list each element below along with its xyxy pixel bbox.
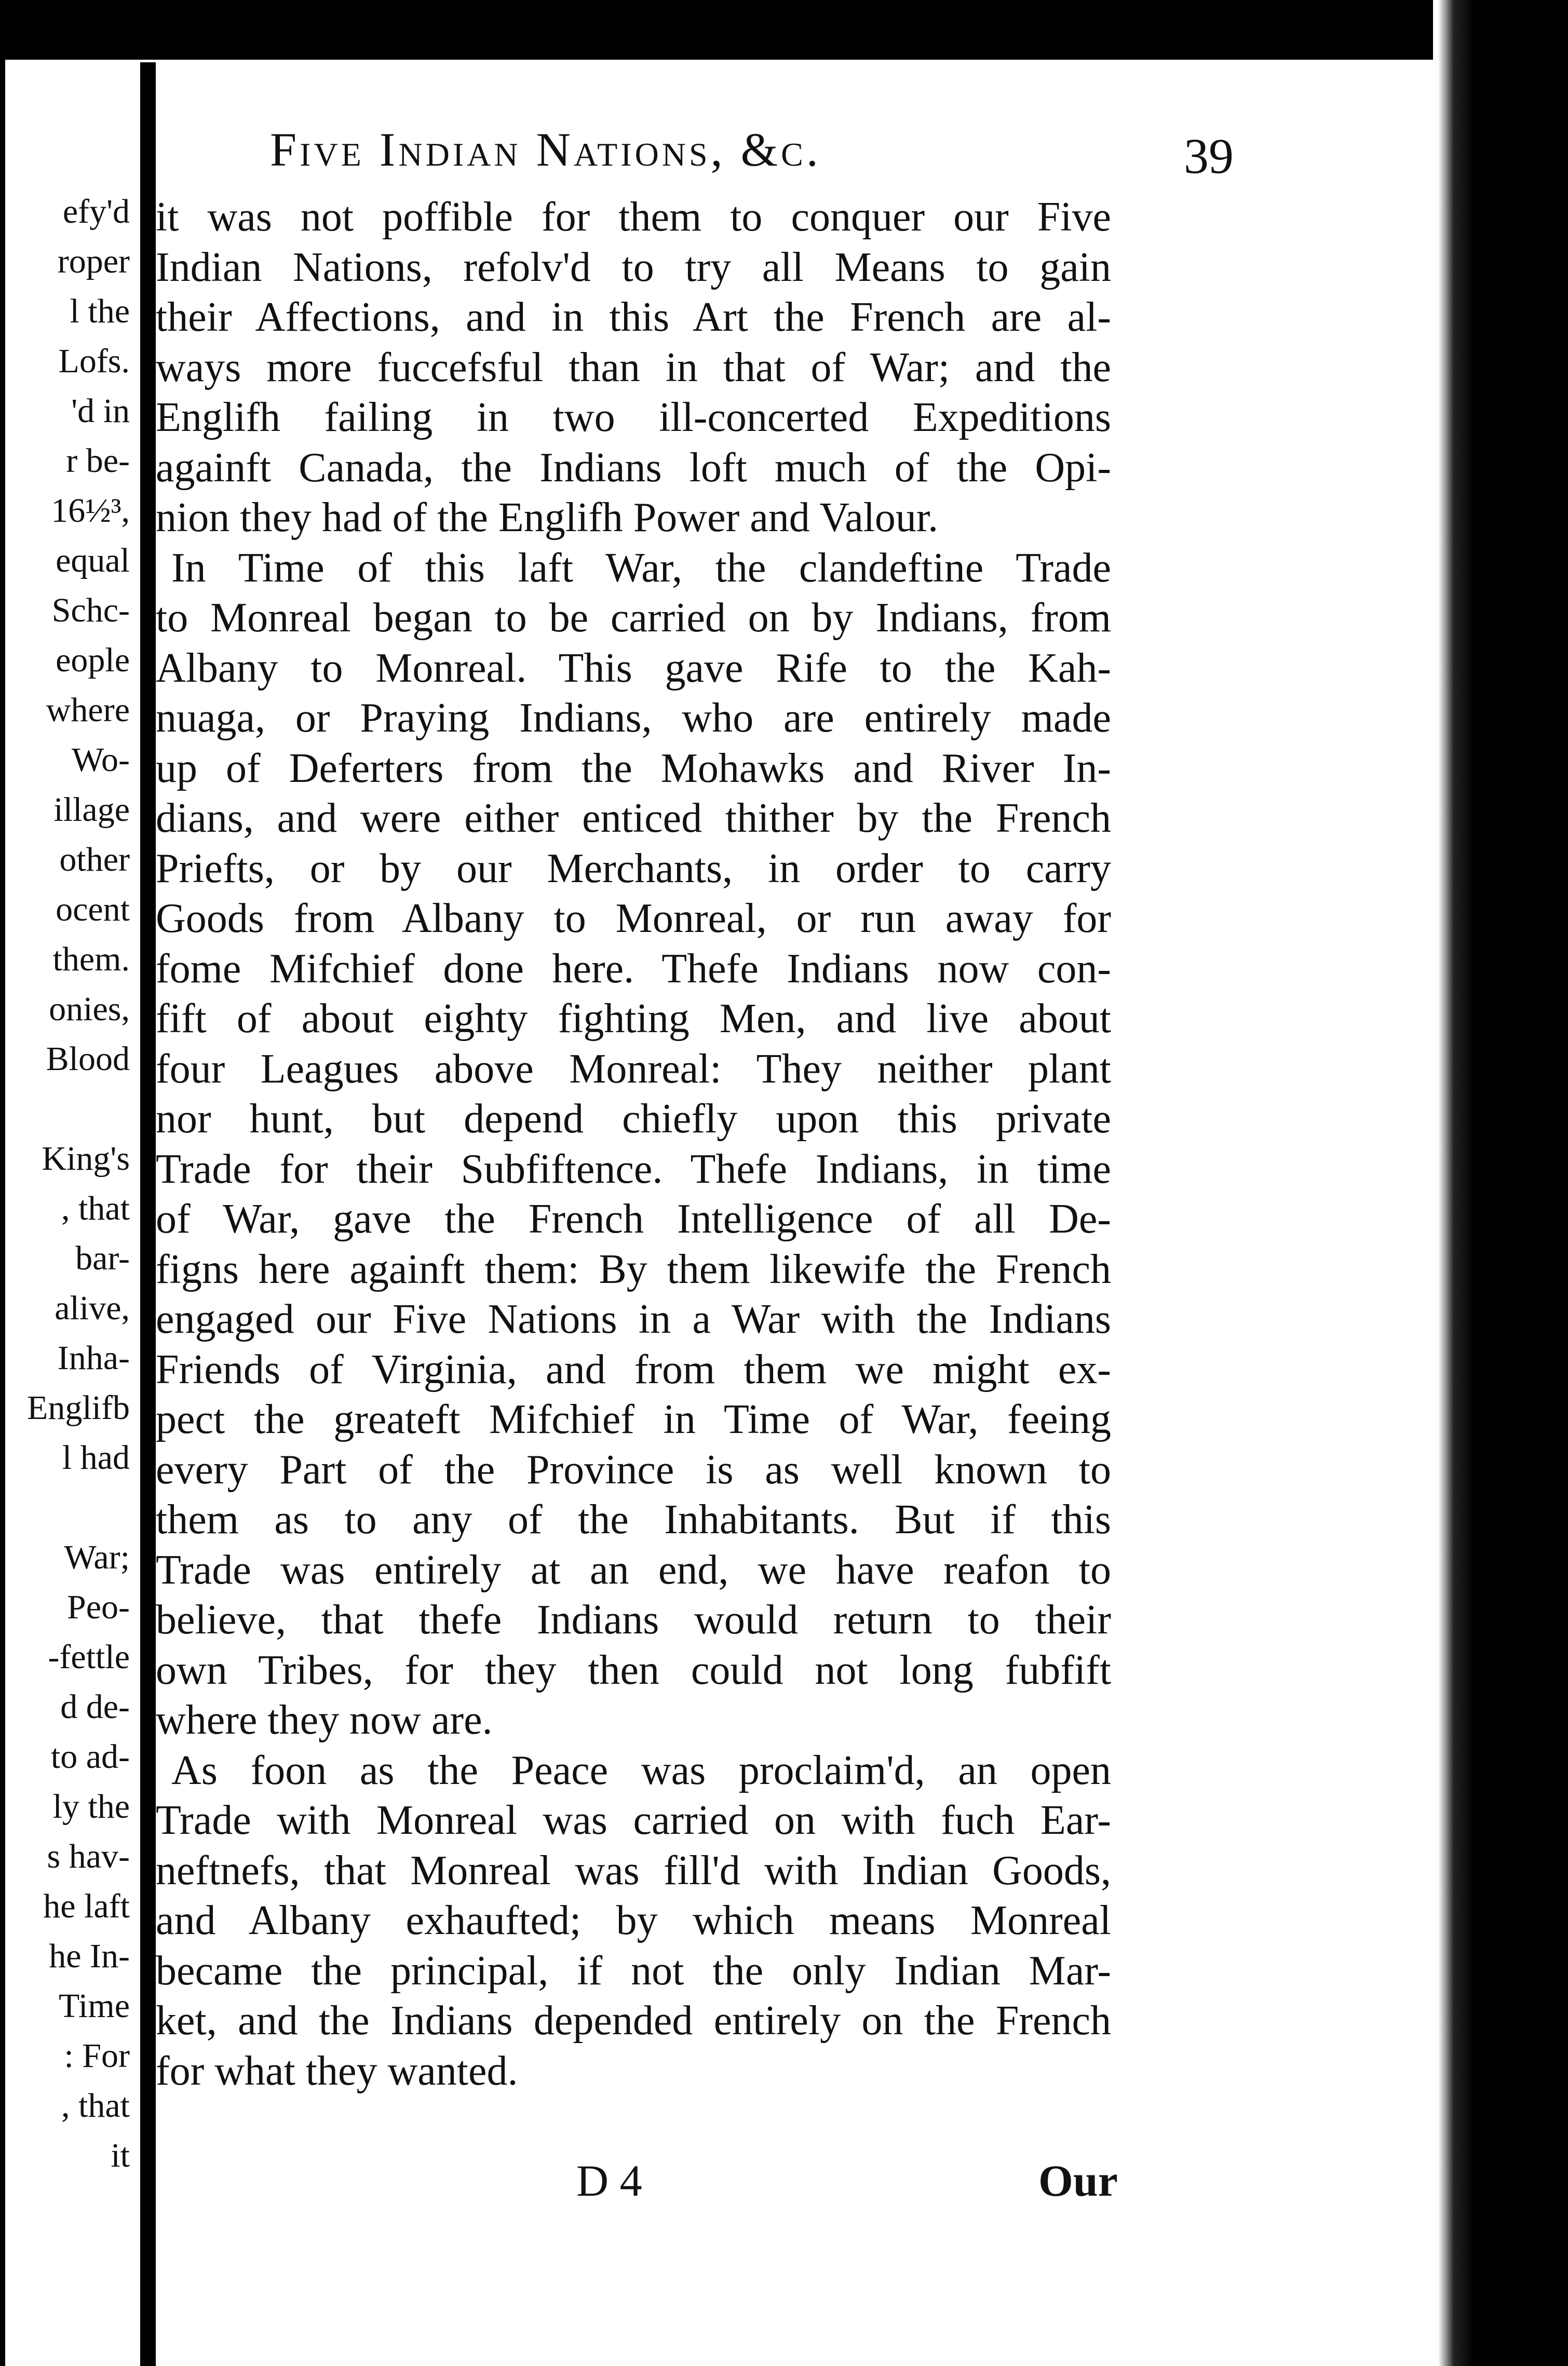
previous-page-line: Englifb [27,1389,130,1427]
previous-page-line: s hav- [47,1837,130,1875]
previous-page-line: War; [64,1538,130,1576]
text-line: ways more fuccefsful than in that of War; and the [156,344,1111,390]
previous-page-line: to ad- [50,1738,130,1776]
text-line: nor hunt, but depend chiefly upon this private [156,1096,1111,1142]
text-line: Trade was entirely at an end, we have reafon to [156,1547,1111,1593]
signature-mark: D 4 [576,2156,642,2206]
text-line: fome Mifchief done here. Thefe Indians now con- [156,945,1111,992]
previous-page-line: Inha- [57,1339,130,1377]
previous-page-line: Lofs. [58,342,130,380]
page-number: 39 [1184,128,1234,184]
text-line: own Tribes, for they then could not long fubfift [156,1647,1111,1693]
text-line: where they now are. [156,1697,493,1743]
previous-page-line: he In- [49,1937,130,1975]
previous-page-line: l the [70,292,130,330]
previous-page-line: : For [64,2037,130,2075]
previous-page-line: -fettle [48,1638,130,1676]
text-line: and Albany exhaufted; by which means Monreal [156,1898,1111,1943]
previous-page-line: them. [52,940,130,978]
text-line: their Affections, and in this Art the French are al- [156,294,1111,340]
previous-page-line: other [59,841,130,878]
text-line: fift of about eighty fighting Men, and live about [156,996,1111,1042]
text-line: every Part of the Province is as well known to [156,1446,1111,1493]
text-line: Englifh failing in two ill-concerted Expeditions [156,395,1111,440]
previous-page-line: eople [56,641,130,679]
text-line: Trade for their Subfiftence. Thefe Indians, in time [156,1146,1111,1192]
text-line: became the principal, if not the only Indian Mar- [156,1948,1111,1994]
previous-page-line: 16½³, [51,492,130,530]
text-line: four Leagues above Monreal: They neither plant [156,1046,1111,1092]
text-line: Goods from Albany to Monreal, or run away for [156,896,1111,941]
text-line: for what they wanted. [156,2048,518,2094]
previous-page-line: illage [53,791,130,829]
top-dark-edge [0,0,1568,60]
previous-page-line: 'd in [71,392,130,430]
text-line: Trade with Monreal was carried on with fuch Ear- [156,1797,1111,1843]
right-page-shadow [1433,0,1568,2366]
text-line: dians, and were either enticed thither by the French [156,795,1111,841]
text-line: them as to any of the Inhabitants. But if this [156,1497,1111,1543]
text-line: of War, gave the French Intelligence of all De- [156,1196,1111,1242]
text-line: nuaga, or Praying Indians, who are entirely made [156,695,1111,741]
previous-page-line: Time [59,1987,130,2025]
previous-page-line: efy'd [62,193,130,231]
text-line: In Time of this laft War, the clandeftine Trade [171,545,1111,591]
previous-page-line: , that [61,2087,130,2125]
previous-page-line: l had [62,1439,130,1477]
previous-page-line [0,1483,130,1533]
previous-page-line: ocent [56,890,130,928]
text-line: engaged our Five Nations in a War with the Indians [156,1296,1111,1342]
book-gutter [140,62,156,2366]
text-line: Indian Nations, refolv'd to try all Means to gain [156,244,1111,290]
previous-page-line: d de- [60,1688,130,1726]
previous-page-line: onies, [49,990,130,1028]
previous-page-line: Peo- [67,1588,130,1626]
text-line: it was not poffible for them to conquer our Five [156,194,1111,240]
previous-page-line: Wo- [72,741,130,779]
previous-page-line: he laft [43,1887,130,1925]
text-line: pect the greateft Mifchief in Time of War, feeing [156,1397,1111,1442]
previous-page-line: Blood [46,1040,130,1078]
previous-page-line: , that [61,1189,130,1227]
catchword: Our [1038,2156,1118,2206]
previous-page-line: where [46,691,130,729]
text-line: up of Deferters from the Mohawks and River In- [156,745,1111,791]
previous-page-edge [0,187,130,2181]
text-line: ket, and the Indians depended entirely on the French [156,1998,1111,2044]
previous-page-line: alive, [55,1289,130,1327]
previous-page-line: Schc- [51,591,130,629]
text-line: believe, that thefe Indians would return to their [156,1597,1111,1643]
body-text [156,192,1111,2096]
text-line: againft Canada, the Indians loft much of the Opi- [156,444,1111,491]
previous-page-line: roper [57,242,130,280]
text-line: to Monreal began to be carried on by Indians, from [156,595,1111,641]
previous-page-line: r be- [66,442,130,480]
previous-page-line [0,1084,130,1134]
text-line: Albany to Monreal. This gave Rife to the Kah- [156,645,1111,691]
previous-page-line: it [111,2137,130,2174]
running-head: Five Indian Nations, &c. [270,123,821,176]
previous-page-line: ly the [52,1788,130,1826]
text-line: As foon as the Peace was proclaim'd, an open [171,1747,1111,1793]
text-line: neftnefs, that Monreal was fill'd with Indian Goods, [156,1847,1111,1894]
previous-page-line: King's [42,1140,130,1178]
previous-page-line: equal [56,542,130,579]
previous-page-line: bar- [75,1239,130,1277]
text-line: figns here againft them: By them likewife the French [156,1246,1111,1292]
text-line: Priefts, or by our Merchants, in order to carry [156,845,1111,891]
text-line: nion they had of the Englifh Power and Valour. [156,495,939,540]
text-line: Friends of Virginia, and from them we might ex- [156,1346,1111,1392]
